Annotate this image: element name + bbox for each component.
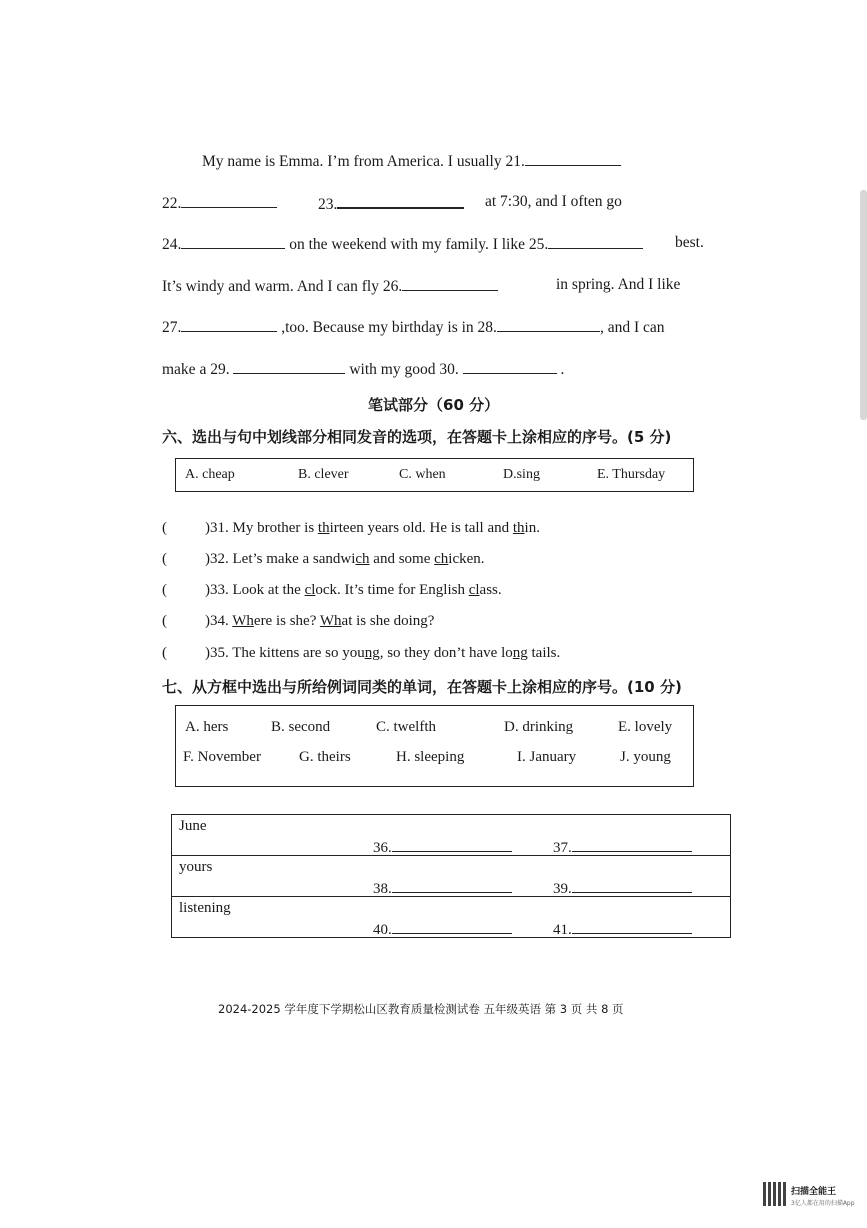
question-text: at is she doing? [341,613,435,629]
answer-blank-40[interactable] [392,919,512,934]
answer-blank-22[interactable] [181,193,277,208]
answer-40[interactable] [373,919,512,939]
question-34 [162,613,434,630]
option-i: I. January [517,749,577,765]
passage-text: make a 29. [162,361,230,378]
question-text: )31. My brother is [205,520,318,536]
passage-text: My name is Emma. I’m from America. I usually 21. [202,153,525,170]
answer-blank-24[interactable] [181,234,285,249]
question-number: 23. [318,196,338,213]
option-d: D. drinking [504,719,574,735]
underlined-sound: cl [304,582,316,598]
answer-41[interactable] [553,919,692,939]
passage-line-6 [162,359,564,379]
question-text: irteen years old. He is tall and [329,520,513,536]
passage-line-3 [162,234,643,254]
answer-blank-27[interactable] [181,317,277,332]
question-31 [162,520,540,537]
question-number: 37. [553,840,572,856]
answer-37[interactable] [553,837,692,857]
answer-blank-21[interactable] [525,151,621,166]
option-e: E. lovely [618,719,673,735]
options-box-section-7 [175,705,694,787]
option-g: G. theirs [299,749,351,765]
passage-line-1 [202,151,621,171]
answer-blank-25[interactable] [548,234,643,249]
answer-blank-30[interactable] [463,359,557,374]
answer-blank-41[interactable] [572,919,692,934]
question-35 [162,645,560,662]
scanner-logo-title: 扫描全能王 [791,1187,837,1197]
section-7-title: 七、从方框中选出与所给例词同类的单词，在答题卡上涂相应的序号。(10 分) [162,678,682,696]
underlined-sound: th [317,520,330,536]
qr-code-icon [763,1182,787,1206]
question-number: 36. [373,840,392,856]
question-text: icken. [448,551,485,567]
option-c: C. twelfth [376,719,436,735]
example-word: June [179,818,207,834]
passage-line-2 [162,193,277,213]
question-text: )34. [205,613,233,629]
scrollbar[interactable] [860,190,867,420]
passage-line-5 [162,317,665,337]
underlined-sound: cl [468,582,480,598]
option-d: D.sing [503,467,540,482]
answer-blank-23[interactable] [337,193,464,209]
table-row [172,856,731,897]
question-text: )32. Let’s make a sandwi [205,551,356,567]
answer-paren[interactable]: ( [162,613,167,629]
answer-39[interactable] [553,878,692,898]
option-a: A. cheap [185,467,235,482]
answer-blank-37[interactable] [572,837,692,852]
question-text: and some [369,551,435,567]
scanner-watermark [755,1178,855,1218]
answer-36[interactable] [373,837,512,857]
underlined-sound: ng [364,645,380,661]
option-c: C. when [399,467,446,482]
underlined-sound: ng [512,645,528,661]
passage-line-3-end: best. [675,234,704,251]
passage-text: with my good 30. [349,361,459,378]
question-text: )35. The kittens are so you [205,645,365,661]
passage-line-4 [162,276,498,296]
answer-paren[interactable]: ( [162,551,167,567]
question-text: in. [524,520,540,536]
option-j: J. young [620,749,671,765]
underlined-sound: ch [434,551,449,567]
question-number: 39. [553,881,572,897]
passage-line-4-end: in spring. And I like [556,276,681,293]
question-text: ere is she? [253,613,320,629]
question-number: 27. [162,319,182,336]
passage-text: , and I can [599,319,665,336]
question-number: 24. [162,236,182,253]
answer-blank-38[interactable] [392,878,512,893]
answer-blank-36[interactable] [392,837,512,852]
question-number: 40. [373,922,392,938]
passage-line-2-end: at 7:30, and I often go [485,193,622,210]
option-f: F. November [183,749,261,765]
page-footer: 2024-2025 学年度下学期松山区教育质量检测试卷 五年级英语 第 3 页 共 8 页 [218,1002,624,1016]
answer-paren[interactable]: ( [162,645,167,661]
question-text: tails. [527,645,561,661]
question-text: ass. [479,582,502,598]
option-a: A. hers [185,719,229,735]
answer-paren[interactable]: ( [162,582,167,598]
passage-text: on the weekend with my family. I like 25. [289,236,549,253]
written-section-header: 笔试部分（60 分） [368,396,500,414]
table-row [172,897,731,938]
question-number: 38. [373,881,392,897]
option-e: E. Thursday [597,467,666,482]
table-row [172,815,731,856]
underlined-sound: th [512,520,525,536]
underlined-sound: Wh [232,613,254,629]
passage-text: It’s windy and warm. And I can fly 26. [162,278,403,295]
section-6-title: 六、选出与句中划线部分相同发音的选项，在答题卡上涂相应的序号。(5 分) [162,428,672,446]
question-33 [162,582,502,599]
question-32 [162,551,485,568]
example-word: yours [179,859,213,875]
underlined-sound: Wh [319,613,342,629]
passage-text: ,too. Because my birthday is in 28. [281,319,497,336]
option-b: B. second [271,719,331,735]
answer-blank-28[interactable] [497,317,600,332]
question-text: )33. Look at the [205,582,305,598]
options-box-section-6 [175,458,694,492]
table-cell [172,856,731,897]
answer-paren[interactable]: ( [162,520,167,536]
table-cell [172,897,731,938]
question-number: 22. [162,195,182,212]
scanner-logo-subtitle: 3亿人都在用的扫描App [791,1200,855,1207]
question-number: 41. [553,922,572,938]
option-b: B. clever [298,467,349,482]
passage-line-2b [318,193,464,214]
passage-text: . [560,361,565,378]
answer-38[interactable] [373,878,512,898]
answer-blank-26[interactable] [402,276,498,291]
table-cell [172,815,731,856]
underlined-sound: ch [355,551,370,567]
classification-table [171,814,731,938]
option-h: H. sleeping [396,749,465,765]
question-text: , so they don’t have lo [379,645,513,661]
example-word: listening [179,900,231,916]
answer-blank-39[interactable] [572,878,692,893]
question-text: ock. It’s time for English [315,582,469,598]
answer-blank-29[interactable] [233,359,345,374]
